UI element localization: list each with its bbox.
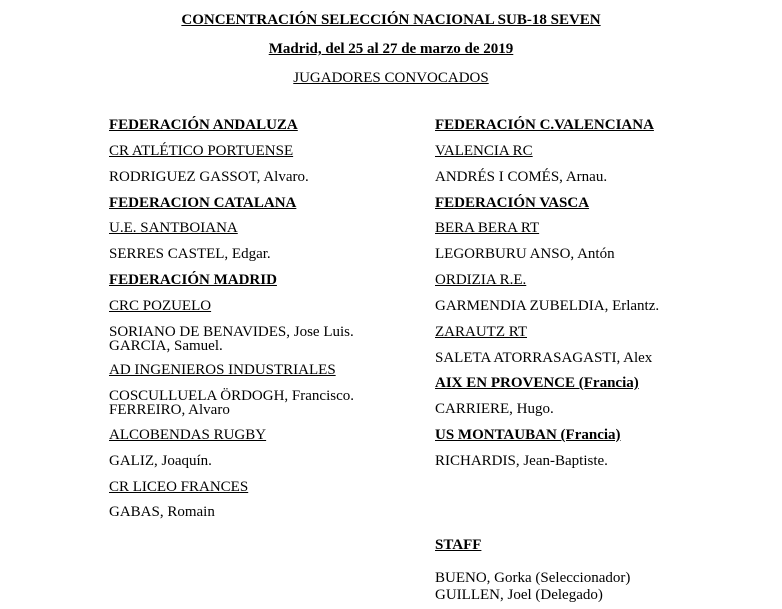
player-name: COSCULLUELA ÖRDOGH, Francisco.: [109, 388, 354, 404]
federation-heading: FEDERACIÓN VASCA: [435, 195, 590, 211]
player-name: FERREIRO, Alvaro: [109, 402, 230, 418]
federation-heading: US MONTAUBAN (Francia): [435, 427, 621, 443]
club-name: ZARAUTZ RT: [435, 324, 528, 340]
document-title: CONCENTRACIÓN SELECCIÓN NACIONAL SUB-18 SEVEN: [181, 12, 601, 28]
player-name: RODRIGUEZ GASSOT, Alvaro.: [109, 169, 309, 185]
federation-heading: FEDERACIÓN ANDALUZA: [109, 117, 298, 133]
player-name: GARCIA, Samuel.: [109, 338, 223, 354]
document-subtitle: Madrid, del 25 al 27 de marzo de 2019: [268, 41, 514, 57]
staff-heading: STAFF: [435, 537, 482, 553]
staff-member: BUENO, Gorka (Seleccionador): [435, 570, 631, 586]
federation-heading: FEDERACIÓN C.VALENCIANA: [435, 117, 654, 133]
section-title: JUGADORES CONVOCADOS: [293, 70, 489, 86]
player-name: CARRIERE, Hugo.: [435, 401, 554, 417]
player-name: GABAS, Romain: [109, 504, 215, 520]
club-name: AD INGENIEROS INDUSTRIALES: [109, 362, 336, 378]
player-name: RICHARDIS, Jean-Baptiste.: [435, 453, 608, 469]
club-name: CRC POZUELO: [109, 298, 212, 314]
player-name: SALETA ATORRASAGASTI, Alex: [435, 350, 653, 366]
player-name: GARMENDIA ZUBELDIA, Erlantz.: [435, 298, 660, 314]
club-name: ALCOBENDAS RUGBY: [109, 427, 267, 443]
player-name: LEGORBURU ANSO, Antón: [435, 246, 615, 262]
federation-heading: FEDERACION CATALANA: [109, 195, 297, 211]
club-name: U.E. SANTBOIANA: [109, 220, 238, 236]
federation-heading: FEDERACIÓN MADRID: [109, 272, 277, 288]
club-name: BERA BERA RT: [435, 220, 540, 236]
player-name: ANDRÉS I COMÉS, Arnau.: [435, 169, 608, 185]
club-name: ORDIZIA R.E.: [435, 272, 527, 288]
staff-member: GUILLEN, Joel (Delegado): [435, 587, 603, 603]
club-name: CR ATLÉTICO PORTUENSE: [109, 143, 294, 159]
player-name: SORIANO DE BENAVIDES, Jose Luis.: [109, 324, 354, 340]
club-name: VALENCIA RC: [435, 143, 533, 159]
player-name: SERRES CASTEL, Edgar.: [109, 246, 271, 262]
club-name: CR LICEO FRANCES: [109, 479, 249, 495]
player-name: GALIZ, Joaquín.: [109, 453, 212, 469]
federation-heading: AIX EN PROVENCE (Francia): [435, 375, 639, 391]
